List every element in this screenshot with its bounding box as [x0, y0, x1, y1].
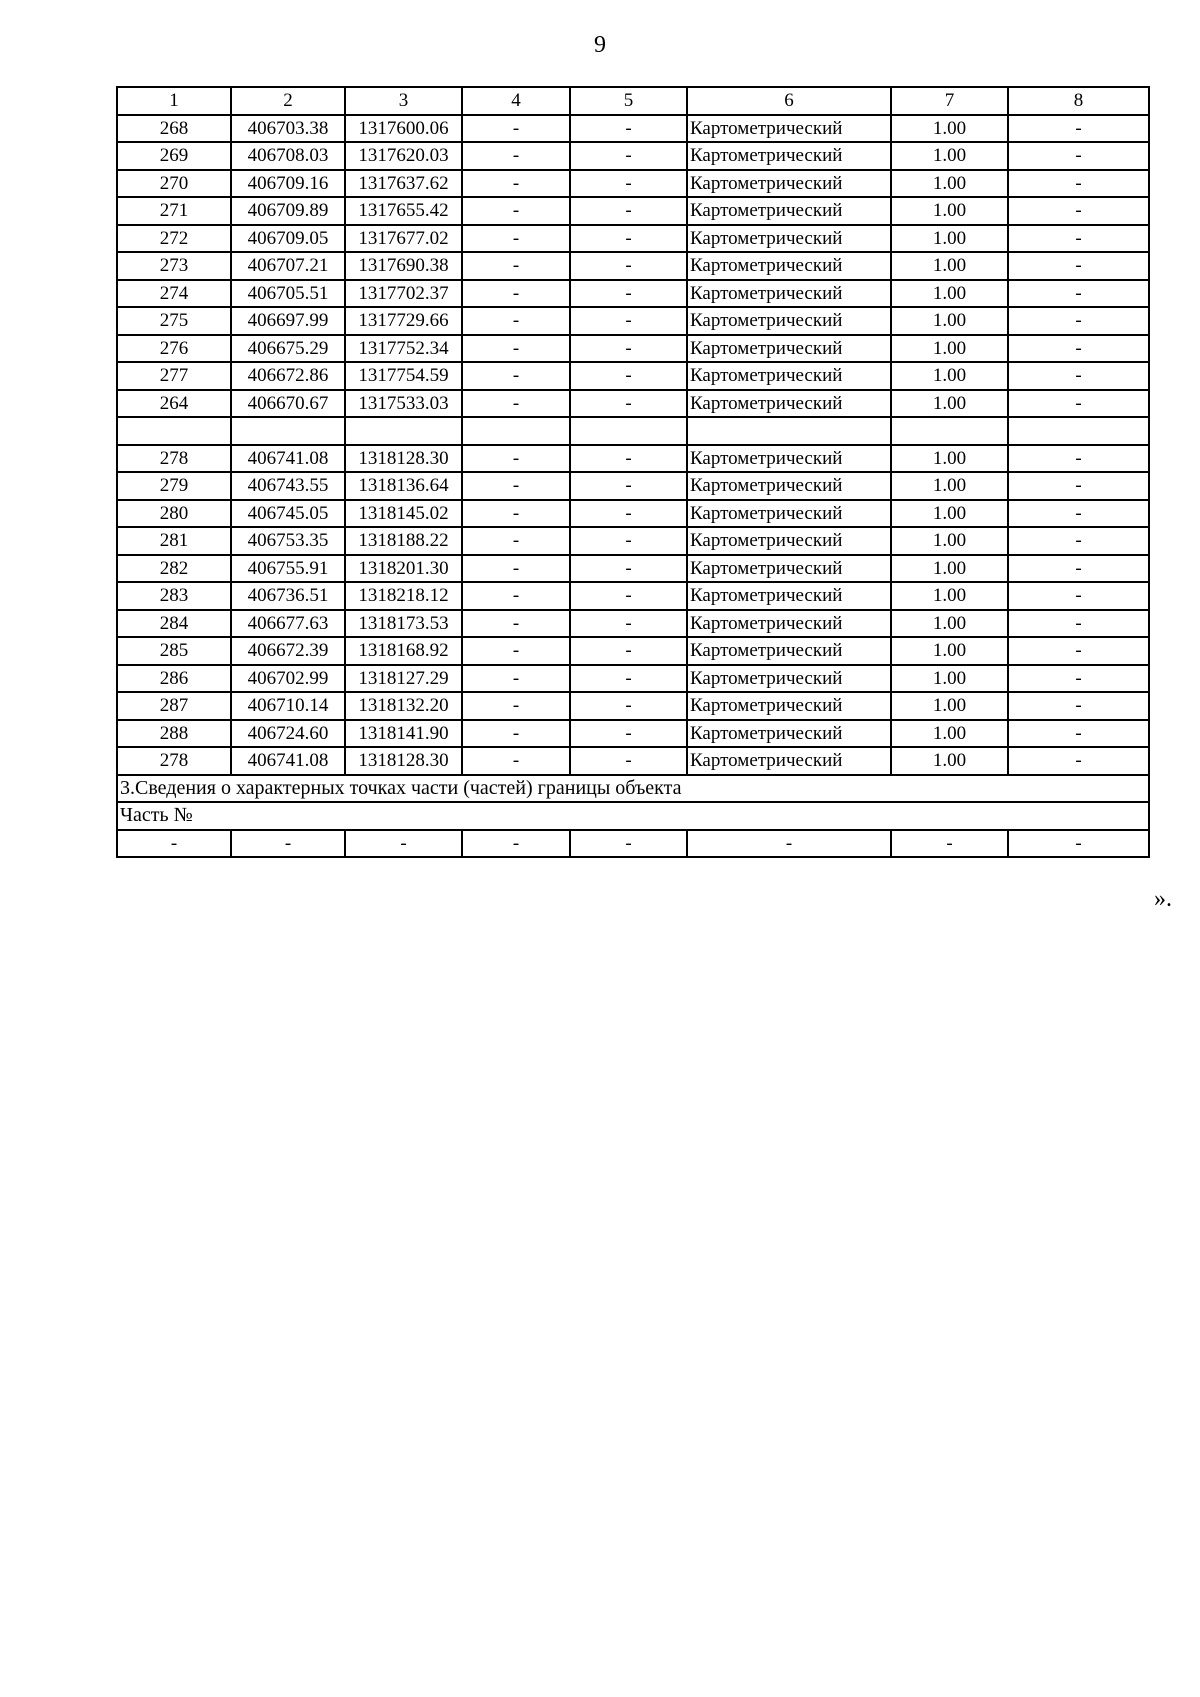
empty-cell — [345, 417, 462, 445]
table-cell: 406724.60 — [231, 720, 345, 748]
table-row — [117, 637, 1149, 665]
table-body — [117, 87, 1149, 857]
table-cell: 287 — [117, 692, 231, 720]
table-cell: 1.00 — [891, 555, 1008, 583]
table-cell: - — [462, 225, 570, 253]
table-cell: 279 — [117, 472, 231, 500]
empty-cell — [687, 417, 891, 445]
table-cell: 270 — [117, 170, 231, 198]
table-cell: Картометрический — [687, 610, 891, 638]
table-cell: 1317533.03 — [345, 390, 462, 418]
table-cell: 276 — [117, 335, 231, 363]
table-cell: 1.00 — [891, 390, 1008, 418]
table-cell: 1.00 — [891, 115, 1008, 143]
table-cell: - — [570, 665, 687, 693]
table-cell: Картометрический — [687, 197, 891, 225]
table-cell: - — [1008, 362, 1149, 390]
table-row — [117, 445, 1149, 473]
part-label-row — [117, 802, 1149, 830]
table-row — [117, 390, 1149, 418]
table-cell: 1.00 — [891, 527, 1008, 555]
table-cell: - — [1008, 445, 1149, 473]
table-cell: - — [462, 170, 570, 198]
table-cell: - — [1008, 472, 1149, 500]
table-cell: - — [462, 500, 570, 528]
table-cell: - — [462, 830, 570, 858]
table-cell: - — [231, 830, 345, 858]
table-cell: 406745.05 — [231, 500, 345, 528]
table-cell: - — [1008, 115, 1149, 143]
table-cell: - — [1008, 225, 1149, 253]
table-cell: 1.00 — [891, 252, 1008, 280]
table-cell: - — [1008, 280, 1149, 308]
table-cell: Картометрический — [687, 280, 891, 308]
table-row — [117, 720, 1149, 748]
table-cell: - — [1008, 720, 1149, 748]
table-cell: Картометрический — [687, 115, 891, 143]
table-cell: 1.00 — [891, 582, 1008, 610]
table-cell: - — [462, 142, 570, 170]
table-cell: - — [462, 280, 570, 308]
table-cell: 1.00 — [891, 610, 1008, 638]
table-cell: 1318127.29 — [345, 665, 462, 693]
table-cell: - — [570, 527, 687, 555]
table-cell: Картометрический — [687, 225, 891, 253]
table-cell: - — [570, 747, 687, 775]
table-cell: - — [1008, 197, 1149, 225]
table-cell: 1317690.38 — [345, 252, 462, 280]
table-cell: 406677.63 — [231, 610, 345, 638]
table-cell: - — [462, 445, 570, 473]
table-cell: 278 — [117, 445, 231, 473]
empty-cell — [1008, 417, 1149, 445]
table-cell: 406670.67 — [231, 390, 345, 418]
table-cell: - — [1008, 170, 1149, 198]
table-cell: Картометрический — [687, 445, 891, 473]
table-cell: 1317702.37 — [345, 280, 462, 308]
table-cell: - — [462, 637, 570, 665]
table-cell: Картометрический — [687, 390, 891, 418]
table-cell: 1.00 — [891, 335, 1008, 363]
table-row — [117, 225, 1149, 253]
table-cell: 1318128.30 — [345, 747, 462, 775]
table-cell: 406741.08 — [231, 747, 345, 775]
table-cell: - — [1008, 390, 1149, 418]
column-header: 2 — [231, 87, 345, 115]
table-cell: - — [462, 252, 570, 280]
table-cell: - — [1008, 307, 1149, 335]
table-cell: - — [1008, 252, 1149, 280]
table-cell: - — [570, 582, 687, 610]
table-cell: - — [1008, 692, 1149, 720]
table-cell: 1.00 — [891, 720, 1008, 748]
table-cell: - — [1008, 527, 1149, 555]
table-row — [117, 665, 1149, 693]
table-cell: 273 — [117, 252, 231, 280]
table-cell: - — [1008, 582, 1149, 610]
column-header: 3 — [345, 87, 462, 115]
table-cell: - — [462, 747, 570, 775]
table-cell: 1318141.90 — [345, 720, 462, 748]
table-cell: Картометрический — [687, 692, 891, 720]
table-cell: 281 — [117, 527, 231, 555]
table-cell: Картометрический — [687, 665, 891, 693]
table-cell: 1.00 — [891, 142, 1008, 170]
table-cell: 1.00 — [891, 665, 1008, 693]
table-cell: 1.00 — [891, 472, 1008, 500]
table-cell: 1.00 — [891, 307, 1008, 335]
table-cell: - — [570, 445, 687, 473]
table-cell: 1.00 — [891, 747, 1008, 775]
table-cell: - — [570, 500, 687, 528]
table-cell: - — [570, 335, 687, 363]
table-cell: 406672.86 — [231, 362, 345, 390]
table-cell: - — [462, 307, 570, 335]
table-cell: - — [570, 830, 687, 858]
table-cell: - — [570, 390, 687, 418]
table-row — [117, 307, 1149, 335]
empty-cell — [231, 417, 345, 445]
table-cell: - — [570, 555, 687, 583]
table-row — [117, 280, 1149, 308]
table-cell: 1318218.12 — [345, 582, 462, 610]
table-cell: 406707.21 — [231, 252, 345, 280]
table-cell: - — [462, 665, 570, 693]
table-cell: 285 — [117, 637, 231, 665]
column-header: 8 — [1008, 87, 1149, 115]
table-cell: - — [570, 197, 687, 225]
table-cell: Картометрический — [687, 500, 891, 528]
table-cell: 1318168.92 — [345, 637, 462, 665]
table-row — [117, 362, 1149, 390]
table-cell: Картометрический — [687, 747, 891, 775]
table-cell: 406705.51 — [231, 280, 345, 308]
table-cell: 406743.55 — [231, 472, 345, 500]
table-cell: 1318188.22 — [345, 527, 462, 555]
table-cell: - — [570, 362, 687, 390]
table-cell: 1318201.30 — [345, 555, 462, 583]
table-cell: - — [1008, 555, 1149, 583]
table-cell: Картометрический — [687, 170, 891, 198]
table-cell: - — [570, 610, 687, 638]
table-cell: - — [1008, 747, 1149, 775]
column-header: 4 — [462, 87, 570, 115]
table-row — [117, 252, 1149, 280]
table-cell: 1317600.06 — [345, 115, 462, 143]
table-cell: 1.00 — [891, 637, 1008, 665]
table-cell: - — [1008, 830, 1149, 858]
section-3-title: 3.Сведения о характерных точках части (частей) границы объекта — [117, 775, 1149, 803]
table-cell: 278 — [117, 747, 231, 775]
table-cell: Картометрический — [687, 335, 891, 363]
table-cell: - — [570, 170, 687, 198]
table-row — [117, 115, 1149, 143]
table-cell: 269 — [117, 142, 231, 170]
table-cell: Картометрический — [687, 527, 891, 555]
table-cell: - — [570, 115, 687, 143]
table-cell: 1.00 — [891, 170, 1008, 198]
part-data-row — [117, 830, 1149, 858]
table-row — [117, 747, 1149, 775]
table-cell: 1.00 — [891, 692, 1008, 720]
table-cell: 284 — [117, 610, 231, 638]
table-cell: 406672.39 — [231, 637, 345, 665]
table-cell: - — [570, 692, 687, 720]
table-cell: 282 — [117, 555, 231, 583]
table-cell: 1.00 — [891, 362, 1008, 390]
table-cell: 1318173.53 — [345, 610, 462, 638]
table-cell: - — [462, 197, 570, 225]
table-cell: 406710.14 — [231, 692, 345, 720]
table-cell: 406709.89 — [231, 197, 345, 225]
table-cell: - — [1008, 500, 1149, 528]
table-cell: - — [687, 830, 891, 858]
table-cell: 1317637.62 — [345, 170, 462, 198]
table-cell: - — [570, 225, 687, 253]
table-cell: - — [570, 142, 687, 170]
table-cell: - — [570, 280, 687, 308]
table-cell: - — [891, 830, 1008, 858]
table-cell: - — [462, 390, 570, 418]
table-cell: 274 — [117, 280, 231, 308]
table-cell: - — [462, 555, 570, 583]
table-cell: - — [462, 720, 570, 748]
table-row — [117, 527, 1149, 555]
table-cell: 406703.38 — [231, 115, 345, 143]
table-cell: 1317754.59 — [345, 362, 462, 390]
table-cell: 275 — [117, 307, 231, 335]
table-cell: 1.00 — [891, 225, 1008, 253]
table-row — [117, 500, 1149, 528]
table-cell: Картометрический — [687, 252, 891, 280]
table-cell: 272 — [117, 225, 231, 253]
table-cell: - — [462, 582, 570, 610]
table-cell: 1318136.64 — [345, 472, 462, 500]
empty-cell — [462, 417, 570, 445]
table-cell: - — [1008, 335, 1149, 363]
table-cell: - — [462, 335, 570, 363]
table-cell: 406675.29 — [231, 335, 345, 363]
table-row — [117, 692, 1149, 720]
part-label: Часть № — [117, 802, 1149, 830]
table-cell: - — [570, 637, 687, 665]
table-cell: Картометрический — [687, 637, 891, 665]
table-cell: 406697.99 — [231, 307, 345, 335]
section-3-row — [117, 775, 1149, 803]
table-cell: - — [570, 307, 687, 335]
table-row — [117, 335, 1149, 363]
table-cell: 1.00 — [891, 197, 1008, 225]
table-cell: - — [462, 115, 570, 143]
table-cell: - — [1008, 142, 1149, 170]
table-cell: 288 — [117, 720, 231, 748]
table-cell: 1317655.42 — [345, 197, 462, 225]
table-cell: 264 — [117, 390, 231, 418]
table-cell: - — [462, 527, 570, 555]
table-cell: 1317677.02 — [345, 225, 462, 253]
closing-quote: ». — [1154, 886, 1172, 912]
table-cell: Картометрический — [687, 555, 891, 583]
table-cell: 406736.51 — [231, 582, 345, 610]
table-cell: - — [1008, 637, 1149, 665]
table-cell: 406708.03 — [231, 142, 345, 170]
table-cell: Картометрический — [687, 582, 891, 610]
table-row — [117, 142, 1149, 170]
table-cell: - — [1008, 610, 1149, 638]
table-cell: Картометрический — [687, 307, 891, 335]
table-cell: 1317729.66 — [345, 307, 462, 335]
table-cell: - — [1008, 665, 1149, 693]
table-cell: 1318132.20 — [345, 692, 462, 720]
table-cell: - — [462, 472, 570, 500]
empty-cell — [570, 417, 687, 445]
table-cell: - — [462, 362, 570, 390]
table-cell: 277 — [117, 362, 231, 390]
table-cell: 1.00 — [891, 280, 1008, 308]
column-header: 7 — [891, 87, 1008, 115]
table-cell: 406753.35 — [231, 527, 345, 555]
table-cell: 280 — [117, 500, 231, 528]
table-cell: - — [345, 830, 462, 858]
table-cell: 1317752.34 — [345, 335, 462, 363]
table-cell: Картометрический — [687, 362, 891, 390]
table-cell: 1.00 — [891, 500, 1008, 528]
table-cell: 406709.16 — [231, 170, 345, 198]
table-cell: 1318128.30 — [345, 445, 462, 473]
table-cell: Картометрический — [687, 142, 891, 170]
column-header: 1 — [117, 87, 231, 115]
table-cell: 406755.91 — [231, 555, 345, 583]
table-cell: - — [462, 692, 570, 720]
separator-row — [117, 417, 1149, 445]
column-header: 5 — [570, 87, 687, 115]
table-cell: 1317620.03 — [345, 142, 462, 170]
table-cell: 283 — [117, 582, 231, 610]
table-cell: Картометрический — [687, 472, 891, 500]
table-row — [117, 170, 1149, 198]
table-row — [117, 555, 1149, 583]
table-cell: 271 — [117, 197, 231, 225]
table-cell: 1.00 — [891, 445, 1008, 473]
table-cell: - — [462, 610, 570, 638]
table-cell: 406741.08 — [231, 445, 345, 473]
table-row — [117, 582, 1149, 610]
empty-cell — [891, 417, 1008, 445]
table-cell: - — [570, 252, 687, 280]
column-header: 6 — [687, 87, 891, 115]
table-row — [117, 472, 1149, 500]
empty-cell — [117, 417, 231, 445]
table-cell: 268 — [117, 115, 231, 143]
table-cell: 1318145.02 — [345, 500, 462, 528]
table-cell: - — [570, 720, 687, 748]
table-cell: 286 — [117, 665, 231, 693]
table-cell: - — [570, 472, 687, 500]
coordinates-table-container — [116, 86, 1148, 858]
table-cell: 406702.99 — [231, 665, 345, 693]
table-row — [117, 197, 1149, 225]
coordinates-table — [116, 86, 1150, 858]
table-cell: 406709.05 — [231, 225, 345, 253]
table-cell: - — [117, 830, 231, 858]
table-cell: Картометрический — [687, 720, 891, 748]
page-number: 9 — [594, 32, 606, 58]
header-row — [117, 87, 1149, 115]
table-row — [117, 610, 1149, 638]
